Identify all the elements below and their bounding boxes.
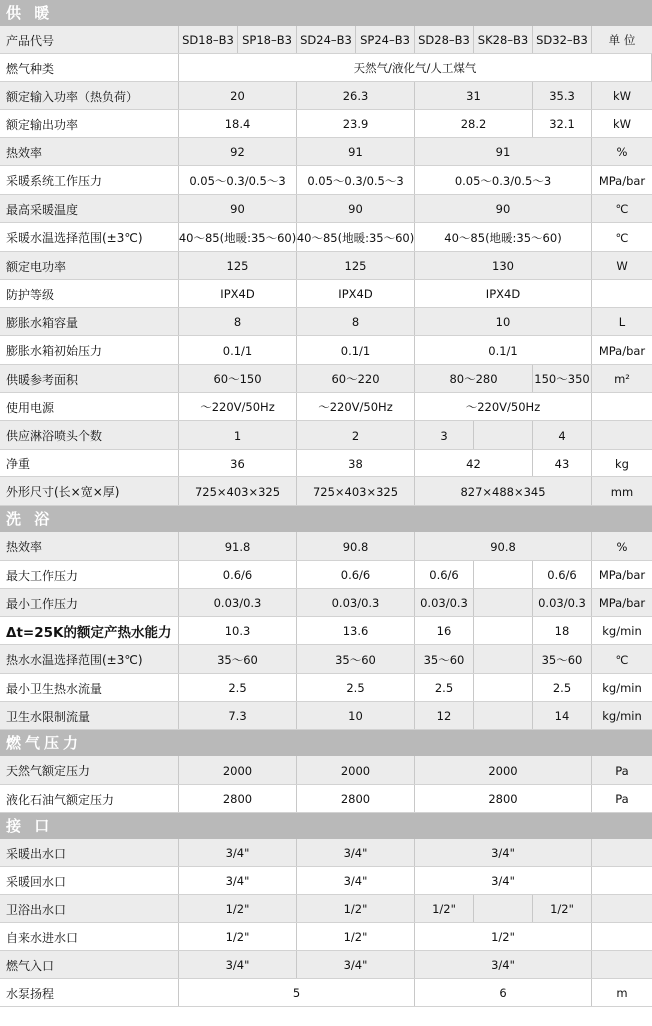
unit-cell [592,280,652,308]
value-cell: SD24–B3 [297,26,356,54]
unit-cell: m [616,986,628,1000]
row-label: 液化石油气额定压力 [0,785,179,813]
value-cell: 725×403×325 [297,477,415,506]
value-cell: 42 [415,450,533,477]
section-title: 洗 浴 [6,510,54,528]
value-cell: SD32–B3 [533,26,592,54]
row-label: 最小卫生热水流量 [0,674,179,702]
value-cell: 7.3 [179,702,297,730]
row-label: 天然气额定压力 [0,756,179,785]
value-cell: 23.9 [297,110,415,138]
value-cell: 0.03/0.3 [533,589,592,617]
unit-cell: % [616,539,628,554]
section-header [0,813,652,840]
value-cell: 0.6/6 [179,561,297,589]
unit-cell: mm [610,484,634,499]
row-label: 膨胀水箱初始压力 [0,336,179,365]
value-cell: 725×403×325 [179,477,297,506]
value-cell: 2.5 [179,674,297,702]
value-cell: IPX4D [415,280,592,308]
value-cell: IPX4D [179,280,297,308]
row-label: 热效率 [0,532,179,561]
unit-cell: Pa [615,763,629,778]
value-cell: ～220V/50Hz [297,393,415,421]
value-cell: 90 [297,195,415,223]
value-cell: 0.6/6 [533,561,592,589]
unit-cell: kW [612,89,632,103]
row-label: 使用电源 [0,393,179,421]
unit-cell: MPa/bar [598,343,646,358]
row-label: 膨胀水箱容量 [0,308,179,336]
value-cell: 2000 [297,756,415,785]
value-cell: 2800 [297,785,415,813]
value-cell: 16 [415,617,474,645]
row-label: 热水水温选择范围(±3℃) [0,645,179,674]
row-label: 采暖出水口 [0,839,179,867]
unit-cell [592,421,652,450]
table-row [0,645,652,674]
value-cell: 0.1/1 [415,336,592,365]
unit-cell: W [616,259,628,273]
value-cell: 130 [415,252,592,280]
value-cell: 10 [297,702,415,730]
table-row [0,477,652,506]
row-label: 采暖回水口 [0,867,179,895]
row-label: 额定输入功率（热负荷） [0,82,179,110]
value-cell: 1 [179,421,297,450]
section-title: 燃气压力 [6,734,83,752]
value-cell [474,674,533,702]
value-cell: 0.03/0.3 [415,589,474,617]
table-row [0,252,652,280]
table-row [0,532,652,561]
value-cell [474,702,533,730]
value-cell [474,421,533,450]
value-cell: 35～60 [533,645,592,674]
value-cell: 3/4" [179,867,297,895]
row-label: 卫生水限制流量 [0,702,179,730]
value-cell: SD18–B3 [179,26,238,54]
unit-cell: Pa [615,792,629,806]
value-cell: 90 [415,195,592,223]
value-cell: 1/2" [179,895,297,923]
unit-cell [592,839,652,867]
table-row [0,702,652,730]
value-cell: 1/2" [297,895,415,923]
row-label: 采暖系统工作压力 [0,166,179,195]
value-cell: 2.5 [415,674,474,702]
value-cell: 2000 [179,756,297,785]
value-cell: 3/4" [179,951,297,979]
table-row [0,393,652,421]
row-label: 最高采暖温度 [0,195,179,223]
table-row [0,223,652,252]
row-label: 卫浴出水口 [0,895,179,923]
value-cell: 4 [533,421,592,450]
value-cell: 91 [415,138,592,166]
value-cell: 0.6/6 [297,561,415,589]
value-cell: 90.8 [297,532,415,561]
row-label: 燃气种类 [0,54,179,82]
value-cell: 31 [415,82,533,110]
table-row [0,110,652,138]
row-label: 燃气入口 [0,951,179,979]
value-cell: SP18–B3 [238,26,297,54]
value-cell: 14 [533,702,592,730]
value-cell: 0.05～0.3/0.5～3 [297,166,415,195]
value-cell: 91 [297,138,415,166]
value-cell: 3/4" [297,951,415,979]
row-label: 供应淋浴喷头个数 [0,421,179,450]
value-cell: 35～60 [297,645,415,674]
value-cell: IPX4D [297,280,415,308]
value-cell: 0.05～0.3/0.5～3 [179,166,297,195]
value-cell: 3/4" [179,839,297,867]
unit-cell: kg/min [602,709,642,723]
value-cell: 2800 [415,785,592,813]
value-cell: 150～350 [533,365,592,393]
table-row [0,617,652,645]
table-row [0,54,652,82]
table-row [0,336,652,365]
value-cell: 8 [297,308,415,336]
value-cell [474,589,533,617]
value-cell: 0.6/6 [415,561,474,589]
unit-cell: MPa/bar [598,173,646,188]
table-row [0,195,652,223]
section-header [0,0,652,27]
value-cell: 1/2" [415,923,592,951]
row-label: 最小工作压力 [0,589,179,617]
value-cell: 40～85(地暖:35～60) [179,223,297,252]
value-cell: 2800 [179,785,297,813]
table-row [0,839,652,867]
row-label: 供暖参考面积 [0,365,179,393]
value-cell: 60～220 [297,365,415,393]
value-cell: 1/2" [297,923,415,951]
value-cell: 125 [179,252,297,280]
row-label: 最大工作压力 [0,561,179,589]
table-row [0,923,652,951]
value-cell: 0.05～0.3/0.5～3 [415,166,592,195]
value-cell: 0.1/1 [179,336,297,365]
value-cell: 3/4" [297,867,415,895]
table-row [0,674,652,702]
table-row [0,308,652,336]
unit-cell: m² [614,372,630,386]
value-cell: 12 [415,702,474,730]
table-row [0,82,652,110]
unit-cell: ℃ [615,652,629,667]
table-row [0,979,652,1007]
unit-cell [592,867,652,895]
table-row [0,138,652,166]
value-cell: 10 [415,308,592,336]
value-cell: 1/2" [179,923,297,951]
unit-cell: kg/min [602,681,642,695]
value-cell: 8 [179,308,297,336]
value-cell: 20 [179,82,297,110]
table-row [0,785,652,813]
table-row [0,895,652,923]
row-divider [0,1006,652,1007]
value-cell: 3/4" [415,867,592,895]
value-cell: 18 [533,617,592,645]
value-cell: 35.3 [533,82,592,110]
row-label: 净重 [0,450,179,477]
value-cell: 91.8 [179,532,297,561]
unit-cell: % [616,145,628,159]
section-header [0,506,652,533]
value-cell: 28.2 [415,110,533,138]
value-cell: 43 [533,450,592,477]
unit-cell: MPa/bar [598,568,646,582]
value-cell: 125 [297,252,415,280]
value-cell [474,895,533,923]
table-row [0,951,652,979]
unit-cell: ℃ [615,202,629,216]
value-cell: 0.03/0.3 [297,589,415,617]
value-cell: 40～85(地暖:35～60) [297,223,415,252]
value-cell: 40～85(地暖:35～60) [415,223,592,252]
value-cell: 0.1/1 [297,336,415,365]
value-cell: SD28–B3 [415,26,474,54]
value-cell: 2 [297,421,415,450]
value-cell: 36 [179,450,297,477]
row-label: 额定电功率 [0,252,179,280]
value-cell: 1/2" [533,895,592,923]
table-row [0,561,652,589]
unit-cell [592,951,652,979]
table-row [0,450,652,477]
unit-cell: ℃ [615,230,629,245]
value-cell: 35～60 [415,645,474,674]
value-cell: 827×488×345 [415,477,592,506]
value-cell: 18.4 [179,110,297,138]
value-cell: 2.5 [533,674,592,702]
table-row [0,867,652,895]
row-label: 热效率 [0,138,179,166]
row-label: 产品代号 [0,26,179,54]
unit-cell: L [618,315,626,329]
row-label: 额定输出功率 [0,110,179,138]
value-cell: 3/4" [415,951,592,979]
value-cell: 天然气/液化气/人工煤气 [179,54,652,82]
value-cell: 0.03/0.3 [179,589,297,617]
row-label: 防护等级 [0,280,179,308]
value-cell: 35～60 [179,645,297,674]
section-title: 供 暖 [6,4,54,22]
table-row [0,365,652,393]
unit-cell [592,895,652,923]
value-cell: ～220V/50Hz [179,393,297,421]
value-cell: 10.3 [179,617,297,645]
value-cell: 90.8 [415,532,592,561]
row-label: 自来水进水口 [0,923,179,951]
unit-cell: kW [612,117,632,131]
value-cell: SP24–B3 [356,26,415,54]
value-cell: 13.6 [297,617,415,645]
table-row [0,166,652,195]
table-row [0,589,652,617]
table-row [0,280,652,308]
value-cell: 90 [179,195,297,223]
value-cell: SK28–B3 [474,26,533,54]
value-cell: 2000 [415,756,592,785]
value-cell: 3 [415,421,474,450]
table-row [0,26,652,54]
unit-cell: MPa/bar [598,596,646,610]
section-title: 接 口 [6,817,54,835]
value-cell: 2.5 [297,674,415,702]
value-cell: ～220V/50Hz [415,393,592,421]
value-cell: 80～280 [415,365,533,393]
unit-cell [592,393,652,421]
row-label: Δt=25K的额定产热水能力 [0,617,179,645]
unit-cell: 单 位 [608,33,636,47]
value-cell: 1/2" [415,895,474,923]
row-label: 采暖水温选择范围(±3℃) [0,223,179,252]
value-cell [474,561,533,589]
value-cell: 32.1 [533,110,592,138]
unit-cell [592,923,652,951]
row-label: 外形尺寸(长×宽×厚) [0,477,179,506]
section-header [0,730,652,757]
unit-cell: kg/min [602,624,642,638]
row-label: 水泵扬程 [0,979,179,1007]
value-cell: 26.3 [297,82,415,110]
value-cell: 38 [297,450,415,477]
value-cell: 3/4" [297,839,415,867]
table-row [0,421,652,450]
value-cell: 5 [179,979,415,1007]
unit-cell: kg [615,456,629,471]
table-row [0,756,652,785]
value-cell [474,617,533,645]
value-cell: 3/4" [415,839,592,867]
value-cell: 92 [179,138,297,166]
value-cell: 60～150 [179,365,297,393]
value-cell [474,645,533,674]
value-cell: 6 [415,979,592,1007]
